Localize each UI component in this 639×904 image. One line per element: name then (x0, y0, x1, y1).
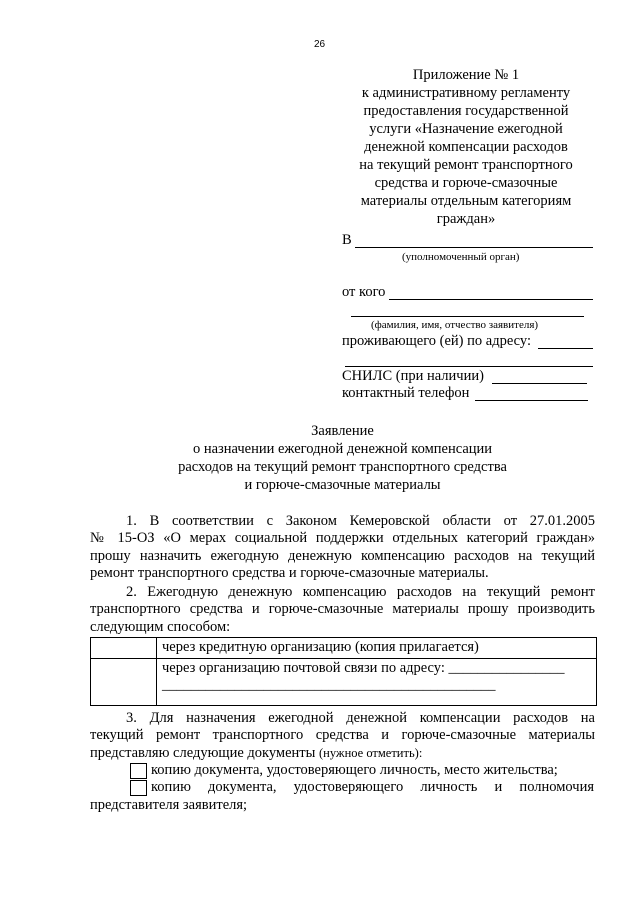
paragraph-line: № 15-ОЗ «О мерах социальной поддержки отдельных категорий граждан» (90, 530, 595, 547)
from-field-line[interactable] (389, 299, 593, 300)
checklist-item-2-line1: копию документа, удостоверяющего личность и полномочия (151, 779, 594, 795)
payment-choice-cell-bank[interactable] (91, 638, 157, 659)
payment-method-table (90, 637, 597, 706)
paragraph-line: прошу назначить ежегодную денежную компенсацию расходов на текущий (90, 547, 595, 564)
title-line: и горюче-смазочные материалы (244, 477, 441, 493)
payment-choice-cell-post[interactable] (91, 659, 157, 706)
title-line: Заявление (311, 423, 374, 439)
appendix-line: на текущий ремонт транспортного (359, 157, 573, 173)
appendix-line: Приложение № 1 (412, 67, 520, 83)
checklist-item-1: копию документа, удостоверяющего личность, место жительства; (151, 762, 558, 778)
paragraph-line: 3. Для назначения ежегодной денежной компенсации расходов на (126, 710, 595, 726)
table-row (91, 638, 597, 659)
address-label: проживающего (ей) по адресу: (342, 333, 531, 349)
snils-label: СНИЛС (при наличии) (342, 368, 484, 384)
page-number: 26 (313, 39, 326, 50)
appendix-header (345, 66, 587, 228)
payment-option-bank: через кредитную организацию (копия прилагается) (157, 638, 597, 659)
documents-intro: представляю следующие документы (90, 744, 319, 761)
paragraph-line: ремонт транспортного средства и горюче-смазочные материалы. (90, 565, 489, 582)
payment-option-post (157, 659, 597, 706)
authority-caption: (уполномоченный орган) (402, 251, 520, 263)
phone-field-line[interactable] (475, 400, 588, 401)
appendix-line: материалы отдельным категориям (360, 193, 572, 209)
checkbox-identity-copy[interactable] (130, 763, 147, 779)
checklist-item-2-line2: представителя заявителя; (90, 797, 248, 813)
name-caption: (фамилия, имя, отчество заявителя) (371, 319, 539, 331)
name-field-line[interactable] (351, 316, 584, 317)
appendix-line: граждан» (436, 211, 496, 227)
paragraph-2 (90, 584, 595, 636)
to-prefix: В (342, 232, 352, 248)
appendix-line: денежной компенсации расходов (364, 139, 568, 155)
table-row (91, 659, 597, 706)
paragraph-line: текущий ремонт транспортного средства и горюче-смазочные материалы (90, 727, 595, 744)
application-title (90, 422, 595, 494)
from-label: от кого (342, 284, 386, 300)
appendix-line: средства и горюче-смазочные (374, 175, 558, 191)
appendix-line: к административному регламенту (361, 85, 571, 101)
snils-field-line[interactable] (492, 383, 587, 384)
title-line: о назначении ежегодной денежной компенсации (192, 441, 493, 457)
appendix-line: предоставления государственной (363, 103, 569, 119)
appendix-line: услуги «Назначение ежегодной (369, 121, 563, 137)
address-field-line[interactable] (538, 348, 593, 349)
paragraph-line: транспортного средства и горюче-смазочные материалы прошу производить (90, 601, 595, 618)
phone-label: контактный телефон (342, 385, 470, 401)
authority-field-line[interactable] (355, 247, 593, 248)
paragraph-line: следующим способом: (90, 618, 231, 635)
paragraph-line (90, 745, 595, 762)
paragraph-3 (90, 710, 595, 762)
checkbox-representative-copy[interactable] (130, 780, 147, 796)
payment-option-post-line2: ______________________________________________ (162, 677, 496, 693)
documents-note: (нужное отметить): (319, 745, 423, 760)
paragraph-line: 2. Ежегодную денежную компенсацию расходов на текущий ремонт (126, 584, 595, 600)
title-line: расходов на текущий ремонт транспортного средства (178, 459, 507, 475)
paragraph-1 (90, 513, 595, 583)
payment-option-post-line1: через организацию почтовой связи по адресу: ________________ (162, 660, 565, 676)
address-field-line-2[interactable] (345, 366, 593, 367)
paragraph-line: 1. В соответствии с Законом Кемеровской области от 27.01.2005 (126, 513, 595, 529)
